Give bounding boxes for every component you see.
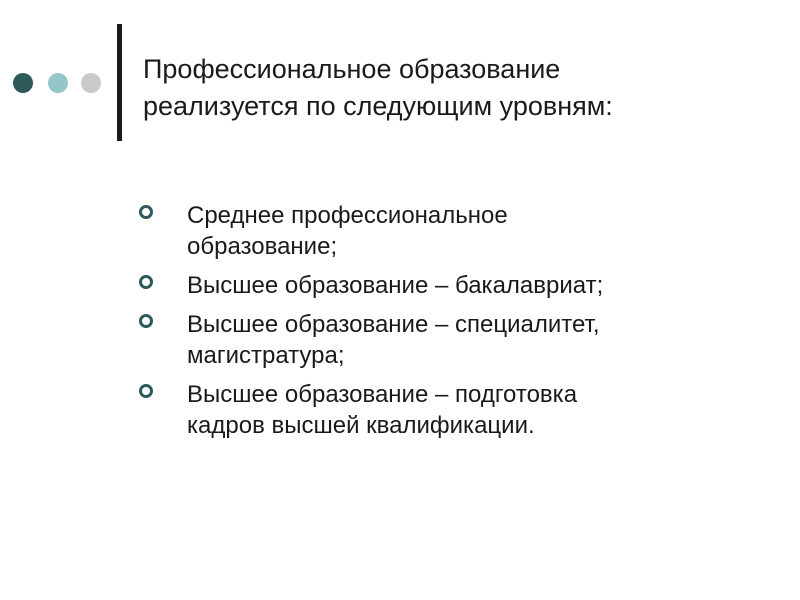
light-teal-dot-icon <box>48 73 68 93</box>
decorative-dots <box>13 73 103 93</box>
bullet-text-line: Среднее профессиональное <box>187 202 508 229</box>
levels-bullet-list <box>134 200 754 449</box>
hollow-circle-bullet-icon <box>139 205 153 219</box>
bullet-item-secondary-vocational <box>134 200 754 262</box>
bullet-text-line: Высшее образование – подготовка <box>187 381 578 408</box>
hollow-circle-bullet-icon <box>139 275 153 289</box>
bullet-text-line: кадров высшей квалификации. <box>187 412 535 439</box>
hollow-circle-bullet-icon <box>139 314 153 328</box>
gray-dot-icon <box>81 73 101 93</box>
bullet-text-line: Высшее образование – бакалавриат; <box>187 272 604 299</box>
bullet-item-higher-qualification <box>134 379 754 441</box>
bullet-text-line: образование; <box>187 233 338 260</box>
bullet-item-bachelor <box>134 270 754 301</box>
slide-title-line-2: реализуется по следующим уровням: <box>143 91 613 121</box>
title-accent-line <box>117 24 122 141</box>
slide-title-line-1: Профессиональное образование <box>143 54 561 84</box>
bullet-text-line: Высшее образование – специалитет, <box>187 311 600 338</box>
hollow-circle-bullet-icon <box>139 384 153 398</box>
slide-title <box>143 51 763 125</box>
bullet-item-specialist-master <box>134 309 754 371</box>
bullet-text-line: магистратура; <box>187 342 345 369</box>
dark-teal-dot-icon <box>13 73 33 93</box>
